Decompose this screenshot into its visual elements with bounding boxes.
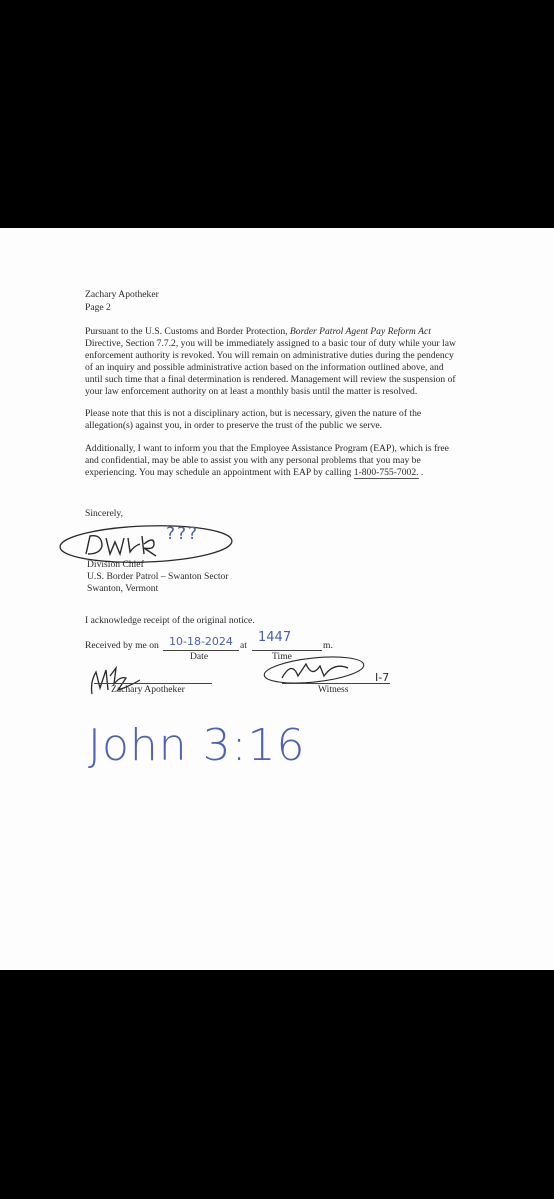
paragraph-text: Pursuant to the U.S. Customs and Border Protection, [85,326,290,337]
paragraph-eap [85,443,480,479]
paragraph-line: until such time that a final determination is rendered. Management will review the suspension of [85,374,456,386]
recipient-name: Zachary Apotheker [85,289,159,300]
division-chief-signature [58,520,238,570]
witness-initials: I-7 [375,671,390,684]
time-caption: Time [272,651,292,662]
signer-title: Division Chief [87,559,144,570]
date-caption: Date [190,651,209,662]
employee-name: Zachary Apotheker [111,684,185,695]
paragraph-line: Directive, Section 7.7.2, you will be immediately assigned to a basic tour of duty while your law [85,338,456,350]
paragraph-line: your law enforcement authority on at least a monthly basis until the matter is resolved. [85,386,418,398]
handwritten-verse: John 3:16 [88,720,306,771]
handwritten-time: 1447 [258,630,292,645]
paragraph-line: allegation(s) against you, in order to preserve the trust of the public we serve. [85,420,383,432]
signer-organization: U.S. Border Patrol – Swanton Sector [87,571,229,582]
paragraph-text: . [418,467,424,479]
eap-phone-number: 1-800-755-7002. [353,467,419,479]
paragraph-text: experiencing. You may schedule an appointment with EAP by calling [85,467,354,479]
handwritten-date: 10-18-2024 [169,635,233,648]
acknowledgment-statement: I acknowledge receipt of the original notice. [85,615,255,626]
paragraph-line: Please note that this is not a disciplinary action, but is necessary, given the nature of the [85,408,422,419]
received-m: m. [323,640,333,651]
paragraph-line: and confidential, may be able to assist you with any personal problems that you may be [85,455,421,467]
question-marks-annotation: ??? [166,524,200,544]
closing: Sincerely, [85,508,124,519]
received-at: at [240,640,247,651]
received-label: Received by me on [85,640,159,651]
paragraph-line: Additionally, I want to inform you that the Employee Assistance Program (EAP), which is free [85,443,449,454]
act-title: Border Patrol Agent Pay Reform Act [289,326,431,337]
letter-page [0,228,554,970]
page-number: Page 2 [85,302,111,313]
paragraph-not-disciplinary [85,408,480,432]
paragraph-line: enforcement authority is revoked. You will remain on administrative duties during the pendency [85,350,454,362]
witness-caption: Witness [318,684,349,695]
signer-location: Swanton, Vermont [87,583,159,594]
paragraph-line: of an inquiry and possible administrative action based on the information outlined above, and [85,362,444,374]
paragraph-reassignment [85,326,480,399]
